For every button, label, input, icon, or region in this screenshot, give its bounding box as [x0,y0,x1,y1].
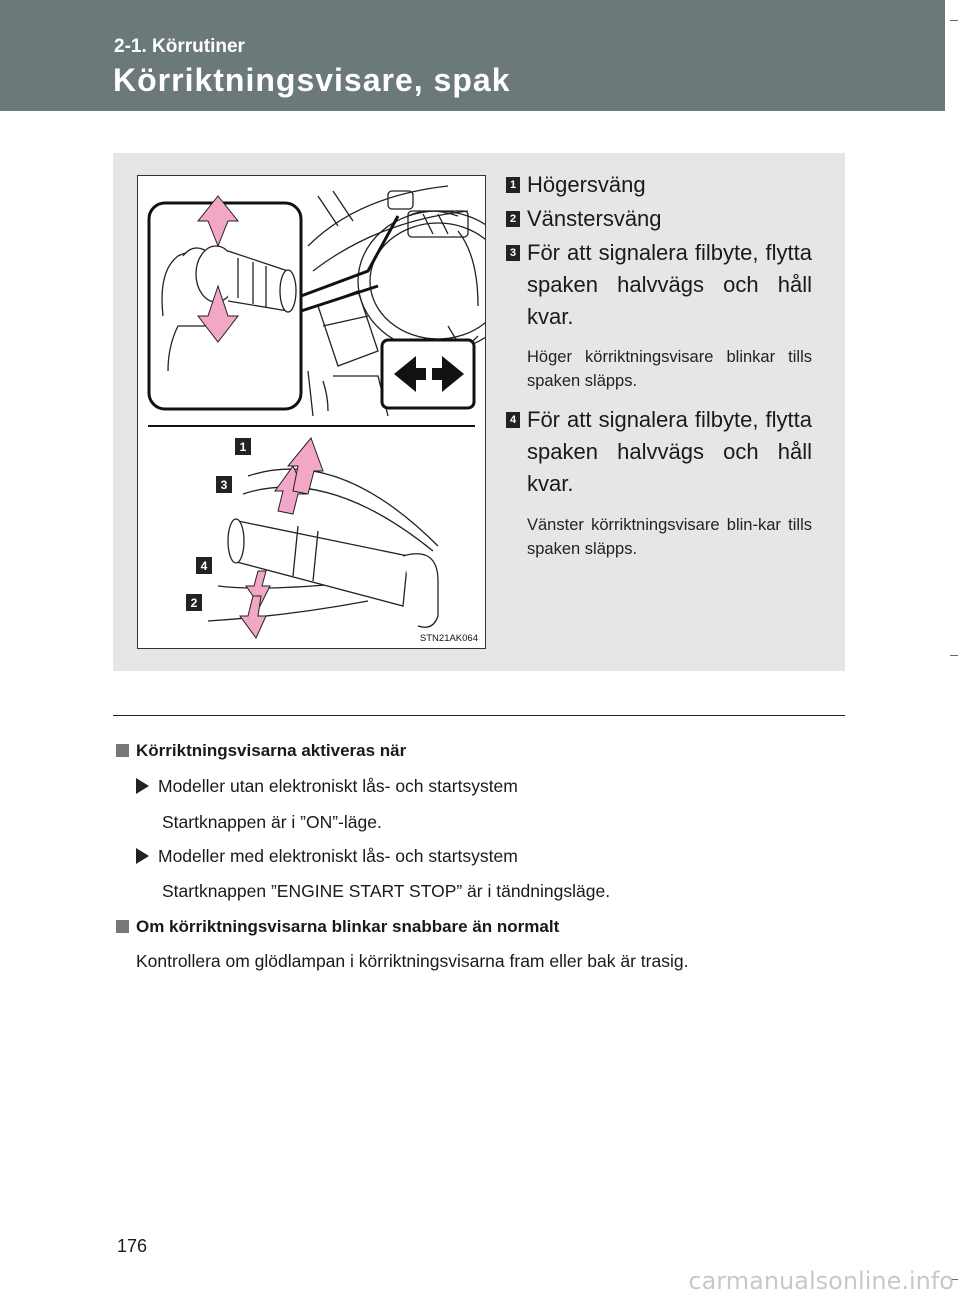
trim-mark [950,20,958,21]
item-number-badge: 2 [506,211,520,227]
item-number-badge: 4 [506,412,520,428]
callout-1: 1 [239,440,247,454]
inset-pointer [301,216,398,296]
item-left-turn: Vänstersväng [527,206,662,231]
page-title: Körriktningsvisare, spak [113,62,511,98]
lever-illustration [137,175,486,649]
triangle-bullet-icon [136,848,149,864]
section-body: Kontrollera om glödlampan i körriktningsvisarna fram eller bak är trasig. [136,951,689,971]
model-label: Modeller utan elektroniskt lås- och startsystem [136,776,518,797]
illustration-svg [138,176,485,648]
square-bullet-icon [116,920,129,933]
callout-2: 2 [190,596,198,610]
item-number-badge: 1 [506,177,520,193]
item-note-left: Vänster körriktningsvisare blin-kar tills spaken släpps. [527,516,812,558]
item-note-right: Höger körriktningsvisare blinkar tills spaken släpps. [527,348,812,390]
model-text: Startknappen ”ENGINE START STOP” är i tändningsläge. [162,881,611,901]
watermark: carmanualsonline.info [688,1267,954,1295]
page-header [0,0,945,111]
section-divider [113,715,845,716]
page-number: 176 [117,1236,148,1256]
triangle-bullet-icon [136,778,149,794]
figure-code: STN21AK064 [419,633,478,644]
callout-3: 3 [220,478,228,492]
item-number-badge: 3 [506,245,520,261]
section-label: 2-1. Körrutiner [114,36,245,57]
callout-4: 4 [200,559,208,573]
section-heading: Om körriktningsvisarna blinkar snabbare än normalt [116,917,559,937]
square-bullet-icon [116,744,129,757]
model-text: Startknappen är i ”ON”-läge. [162,812,382,832]
trim-mark [950,655,958,656]
section-heading: Körriktningsvisarna aktiveras när [116,741,406,761]
item-right-turn: Högersväng [527,172,646,197]
model-label: Modeller med elektroniskt lås- och startsystem [136,846,518,867]
item-lane-change-left: För att signalera filbyte, flytta spaken halvvägs och håll kvar. [527,407,812,496]
item-lane-change-right: För att signalera filbyte, flytta spaken halvvägs och håll kvar. [527,240,812,329]
